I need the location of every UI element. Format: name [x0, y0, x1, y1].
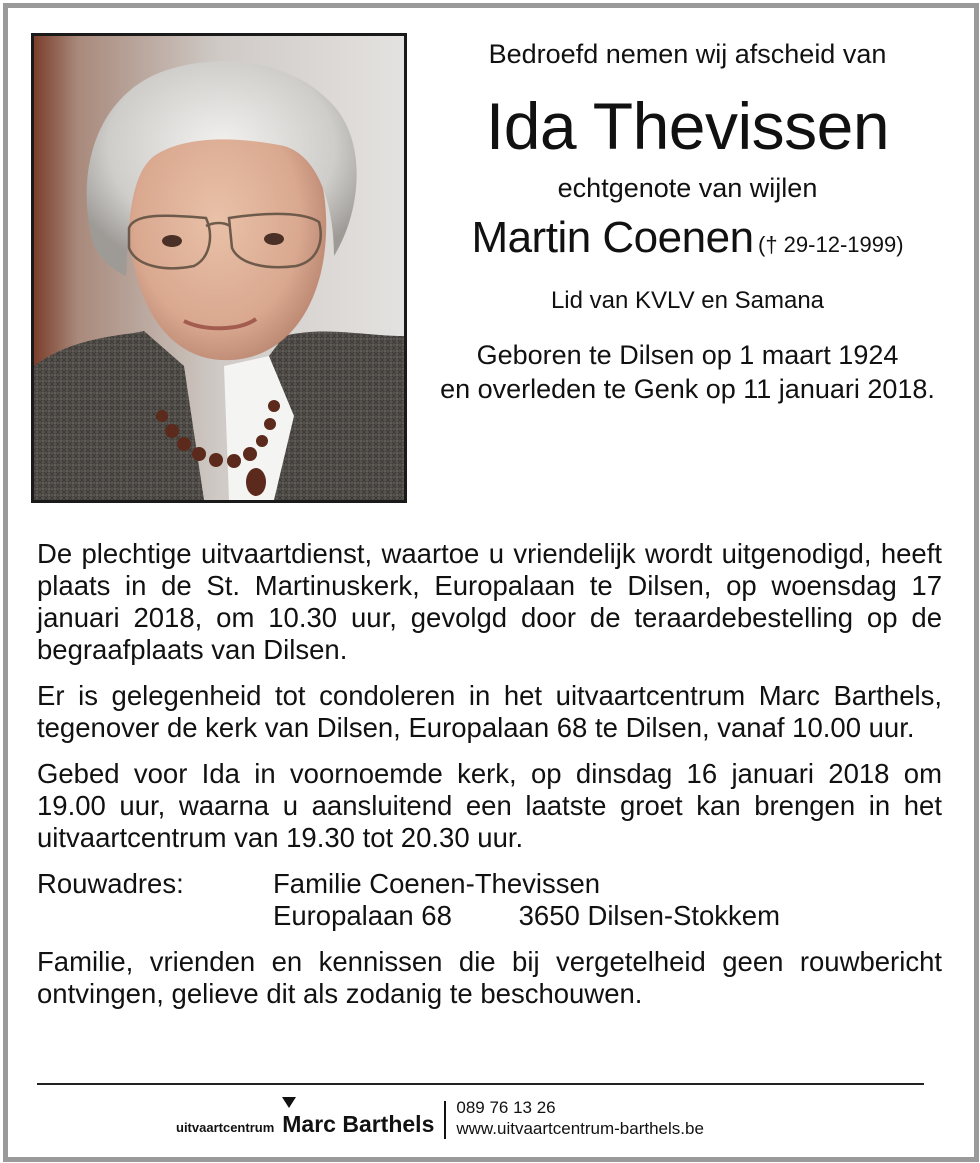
address-lines	[273, 868, 942, 932]
address-street: Europalaan 68	[273, 900, 452, 931]
address-city: 3650 Dilsen-Stokkem	[518, 900, 781, 931]
website-link[interactable]: www.uitvaartcentrum-barthels.be	[456, 1119, 704, 1138]
address-street-line	[273, 900, 942, 932]
closing-paragraph: Familie, vrienden en kennissen die bij vergetelheid geen rouwbericht ontvingen, gelieve dit als zodanig te beschouwen.	[37, 946, 942, 1009]
funeral-home-footer	[176, 1093, 704, 1139]
announcement-body	[37, 538, 942, 1024]
triangle-icon	[282, 1097, 296, 1108]
phone-number: 089 76 13 26	[456, 1098, 556, 1117]
deceased-name: Ida Thevissen	[485, 89, 890, 163]
spouse-line	[420, 212, 955, 274]
brand-logo	[282, 1111, 434, 1139]
service-paragraph: De plechtige uitvaartdienst, waartoe u vriendelijk wordt uitgenodigd, heeft plaats in de St. Martinuskerk, Europalaan te Dilsen, op woensdag 17 januari 2018, om 10.30 uur, gevolgd door de teraardebestelling op de begraafplaats van Dilsen.	[37, 538, 942, 665]
intro-line: Bedroefd nemen wij afscheid van	[488, 39, 887, 69]
brand-name: Marc Barthels	[282, 1111, 435, 1137]
spouse-intro: echtgenote van wijlen	[557, 173, 818, 203]
prayer-paragraph: Gebed voor Ida in voornoemde kerk, op dinsdag 16 januari 2018 om 19.00 uur, waarna u aansluitend een laatste groet kan brengen in het uitvaartcentrum van 19.30 tot 20.30 uur.	[37, 758, 942, 853]
mourning-address	[37, 868, 942, 932]
contact-info	[456, 1097, 704, 1139]
condolence-paragraph: Er is gelegenheid tot condoleren in het uitvaartcentrum Marc Barthels, tegenover de kerk van Dilsen, Europalaan 68 te Dilsen, vanaf 10.00 uur.	[37, 680, 942, 743]
address-label: Rouwadres:	[37, 868, 184, 899]
announcement-header	[420, 36, 955, 406]
portrait-illustration	[34, 36, 404, 500]
life-dates	[420, 338, 955, 406]
birth-line: Geboren te Dilsen op 1 maart 1924	[476, 340, 899, 370]
spouse-name: Martin Coenen	[471, 213, 754, 262]
footer-separator	[444, 1101, 446, 1139]
spouse-death-date: († 29-12-1999)	[758, 232, 904, 257]
address-family: Familie Coenen-Thevissen	[273, 868, 601, 899]
portrait-photo	[31, 33, 407, 503]
membership-line: Lid van KVLV en Samana	[550, 287, 825, 314]
brand-prefix: uitvaartcentrum	[176, 1120, 275, 1135]
death-line: en overleden te Genk op 11 januari 2018.	[440, 374, 935, 404]
footer-divider	[37, 1083, 924, 1085]
